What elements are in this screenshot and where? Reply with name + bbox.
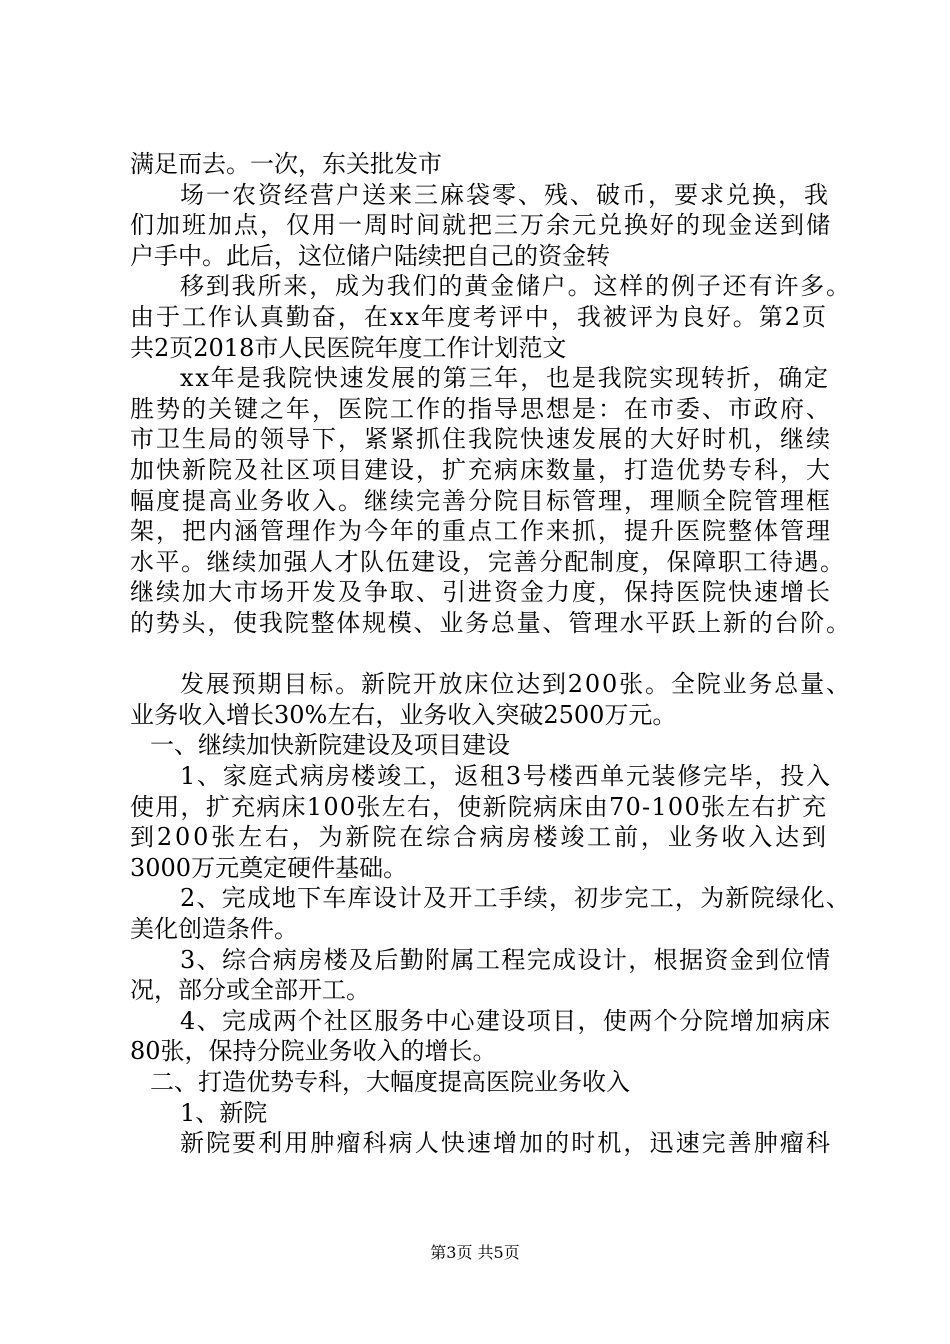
text-line-content: 到200张左右，为新院在综合病房楼竣工前，业务收入达到 [130, 823, 829, 851]
text-line-content: 市卫生局的领导下，紧紧抓住我院快速发展的大好时机，继续 [130, 425, 832, 453]
text-line-content: 场一农资经营户送来三麻袋零、残、破币，要求兑换，我 [180, 181, 830, 209]
text-line-content: 由于工作认真勤奋，在xx年度考评中，我被评为良好。第2页 [130, 303, 828, 331]
page-footer: 第3页 共5页 [430, 1243, 520, 1262]
text-line-content: 共2页2018市人民医院年度工作计划范文 [130, 334, 567, 362]
text-line [0, 603, 950, 643]
text-line-content: 户手中。此后，这位储户陆续把自己的资金转 [130, 242, 610, 270]
text-line-content: 幅度提高业务收入。继续完善分院目标管理，理顺全院管理框 [130, 487, 832, 515]
text-line [0, 1123, 950, 1163]
text-line-content: 80张，保持分院业务收入的增长。 [130, 1037, 497, 1065]
text-line-content: 胜势的关键之年，医院工作的指导思想是：在市委、市政府、 [130, 395, 832, 423]
text-line-content: 况，部分或全部开工。 [130, 976, 370, 1004]
text-line-content: 业务收入增长30%左右，业务收入突破2500万元。 [130, 701, 677, 729]
text-line-content: 4、完成两个社区服务中心建设项目，使两个分院增加病床 [180, 1007, 832, 1035]
text-line-content: 发展预期目标。新院开放床位达到200张。全院业务总量、 [180, 670, 852, 698]
text-line-content: 使用，扩充病床100张左右，使新院病床由70-100张左右扩充 [130, 793, 828, 821]
text-line-content: 继续加大市场开发及争取、引进资金力度，保持医院快速增长 [130, 578, 832, 606]
text-line-content: 移到我所来，成为我们的黄金储户。这样的例子还有许多。 [180, 272, 852, 300]
text-line-content: xx年是我院快速发展的第三年，也是我院实现转折，确定 [180, 364, 830, 392]
text-line-content: 水平。继续加强人才队伍建设，完善分配制度，保障职工待遇。 [130, 548, 846, 576]
text-line-content: 3000万元奠定硬件基础。 [130, 854, 408, 882]
text-line-content: 加快新院及社区项目建设，扩充病床数量，打造优势专科，大 [130, 456, 832, 484]
text-line-content: 的势头，使我院整体规模、业务总量、管理水平跃上新的台阶。 [130, 609, 852, 637]
text-line-content: 二、打造优势专科，大幅度提高医院业务收入 [150, 1068, 630, 1096]
text-line-content: 们加班加点，仅用一周时间就把三万余元兑换好的现金送到储 [130, 211, 832, 239]
text-line-content: 1、家庭式病房楼竣工，返租3号楼西单元装修完毕，投入 [180, 762, 832, 790]
text-line-content: 满足而去。一次，东关批发市 [130, 150, 442, 178]
text-line-content: 1、新院 [180, 1099, 268, 1127]
text-line-content: 美化创造条件。 [130, 915, 298, 943]
text-line-content: 架，把内涵管理作为今年的重点工作来抓，提升医院整体管理 [130, 517, 832, 545]
text-line-content: 一、继续加快新院建设及项目建设 [150, 731, 510, 759]
text-line-content: 新院要利用肿瘤科病人快速增加的时机，迅速完善肿瘤科 [180, 1129, 833, 1157]
text-line-content: 3、综合病房楼及后勤附属工程完成设计，根据资金到位情 [180, 946, 832, 974]
text-line-content: 2、完成地下车库设计及开工手续，初步完工，为新院绿化、 [180, 884, 852, 912]
